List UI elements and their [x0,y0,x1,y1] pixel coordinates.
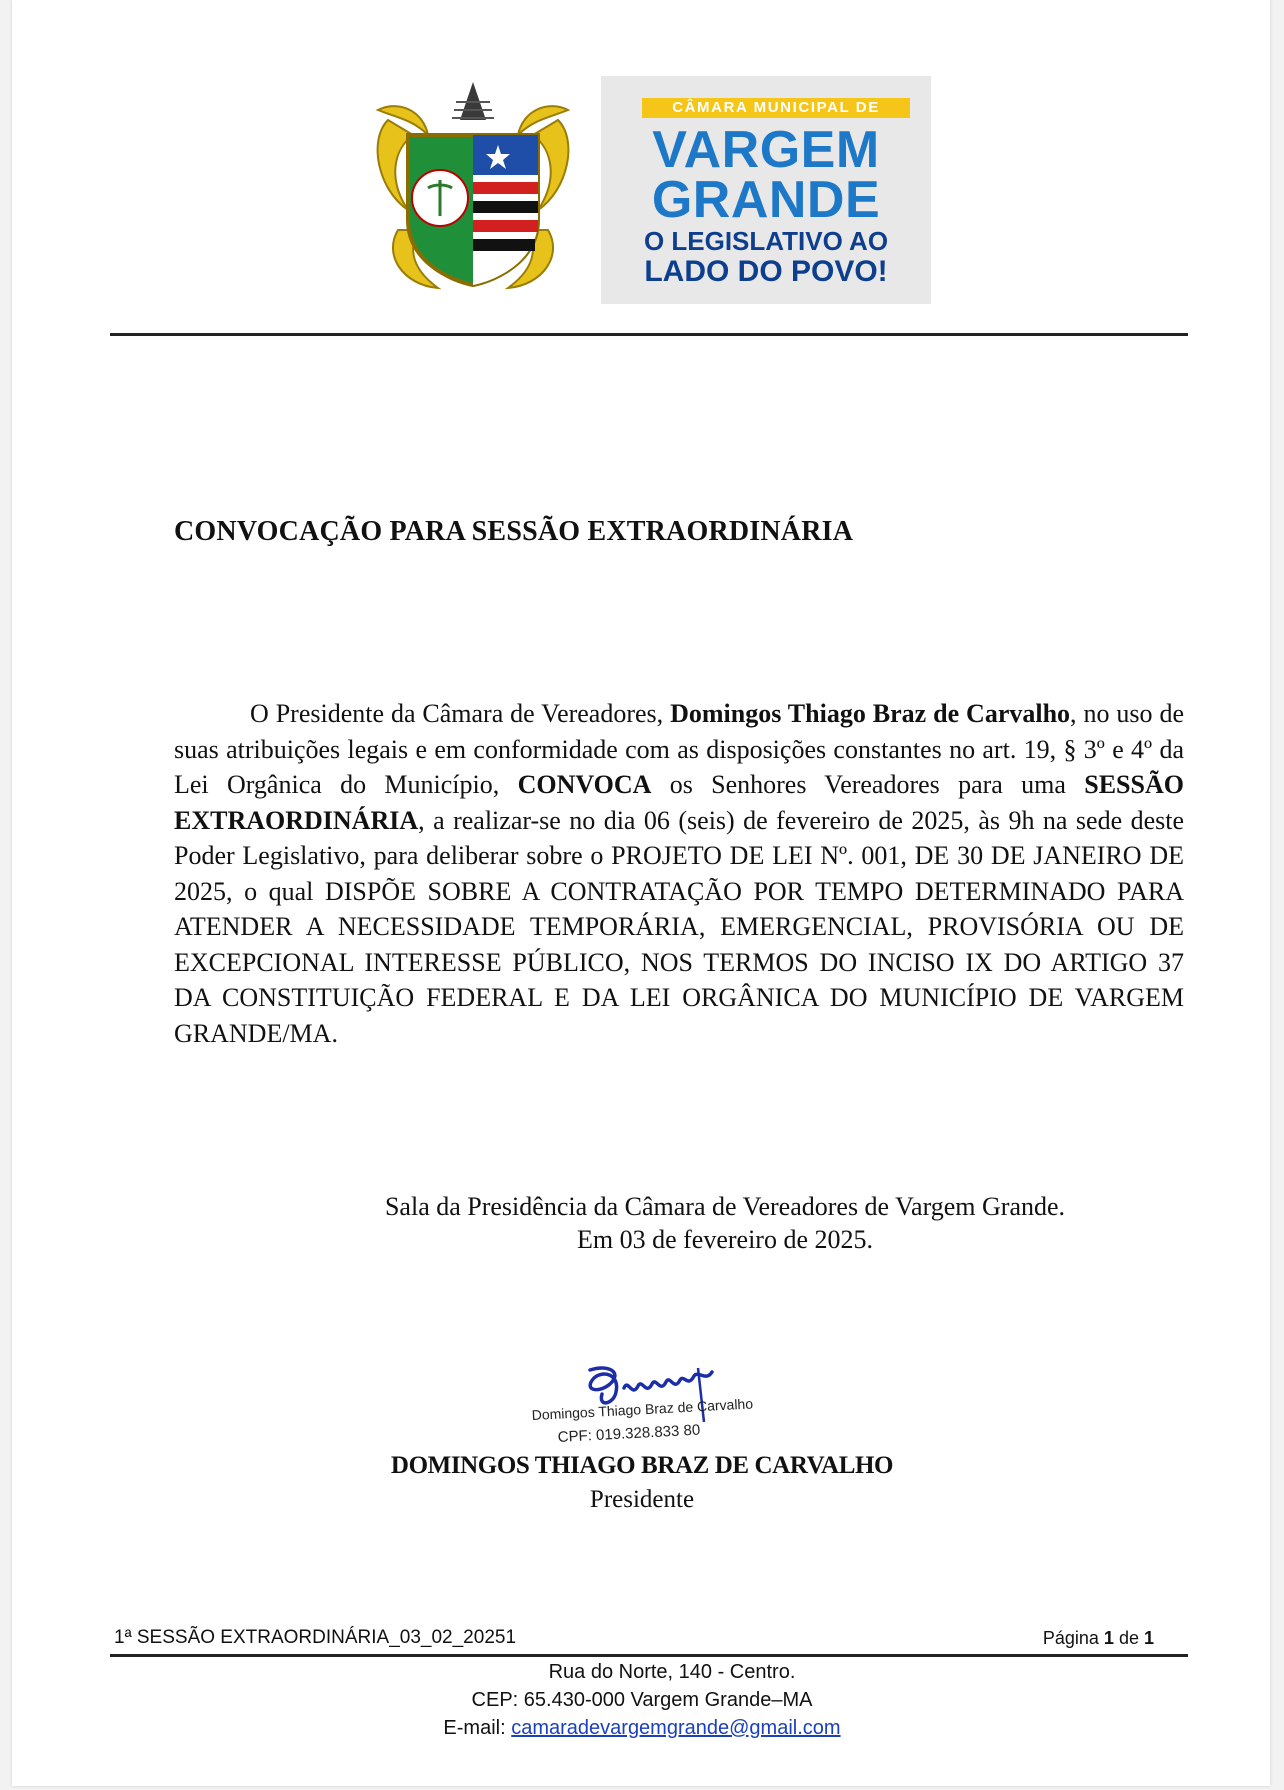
session-emphasis: SESSÃO EXTRAORDINÁRIA [174,770,1184,835]
footer-email-line [0,1717,1284,1740]
signature-stamp [528,1364,758,1450]
signer-name: DOMINGOS THIAGO BRAZ DE CARVALHO [390,1452,894,1479]
body-text-4: , a realizar-se no dia 06 (seis) de fevereiro de 2025, às 9h na sede deste Poder Legislativo, para deliberar sobre o PROJETO DE LEI Nº. 001, DE 30 DE JANEIRO DE 2025, o qual DISPÕE SOBRE A CONTRATAÇÃO POR TEMPO DETERMINADO PARA ATENDER A NECESSIDADE TEMPORÁRIA, EMERGENCIAL, PROVISÓRIA OU DE EXCEPCIONAL INTERESSE PÚBLICO, NOS TERMOS DO INCISO IX DO ARTIGO 37 DA CONSTITUIÇÃO FEDERAL E DA LEI ORGÂNICA DO MUNICÍPIO DE VARGEM GRANDE/MA. [174,805,1184,1048]
convoca-emphasis: CONVOCA [517,770,652,799]
email-label: E-mail: [443,1717,512,1739]
logo-line-legislativo: O LEGISLATIVO AO [643,226,889,256]
body-text-1: O Presidente da Câmara de Vereadores, [250,699,671,728]
email-link[interactable]: camaradevargemgrande@gmail.com [511,1717,841,1739]
body-text-2: , no uso de suas atribuições legais e em conformidade com as disposições constantes no art. 19, § 3º e 4º da Lei Orgânica do Município, [174,699,1184,799]
footer-document-code: 1ª SESSÃO EXTRAORDINÁRIA_03_02_20251 [114,1627,517,1648]
stamp-name: Domingos Thiago Braz de Carvalho [531,1395,754,1423]
page-total: 1 [1143,1628,1154,1648]
president-name-inline: Domingos Thiago Braz de Carvalho [670,699,1071,728]
footer-page-number [1043,1628,1154,1649]
page-label: Página [1042,1628,1099,1648]
logo-line-povo: LADO DO POVO! [644,255,888,288]
logo-line-grande: GRANDE [651,171,881,229]
body-paragraph [174,696,1184,1051]
page-current: 1 [1103,1628,1114,1648]
header-divider [110,333,1188,336]
place-line: Sala da Presidência da Câmara de Vereadores de Vargem Grande. [384,1192,1066,1221]
body-text-3: os Senhores Vereadores para uma [651,770,1085,799]
page-of: de [1118,1628,1139,1648]
signer-role: Presidente [589,1486,695,1513]
footer-divider [110,1654,1188,1657]
logo-tagline: CÂMARA MUNICIPAL DE [642,98,910,118]
camara-logo [601,76,931,304]
date-line: Em 03 de fevereiro de 2025. [576,1225,873,1254]
footer-address: Rua do Norte, 140 - Centro. [548,1661,796,1683]
coat-of-arms-icon [368,80,578,300]
logo-line-vargem: VARGEM [652,121,880,179]
footer-cep: CEP: 65.430-000 Vargem Grande–MA [471,1689,813,1711]
stamp-cpf: CPF: 019.328.833 80 [557,1421,701,1446]
document-title: CONVOCAÇÃO PARA SESSÃO EXTRAORDINÁRIA [174,516,854,547]
